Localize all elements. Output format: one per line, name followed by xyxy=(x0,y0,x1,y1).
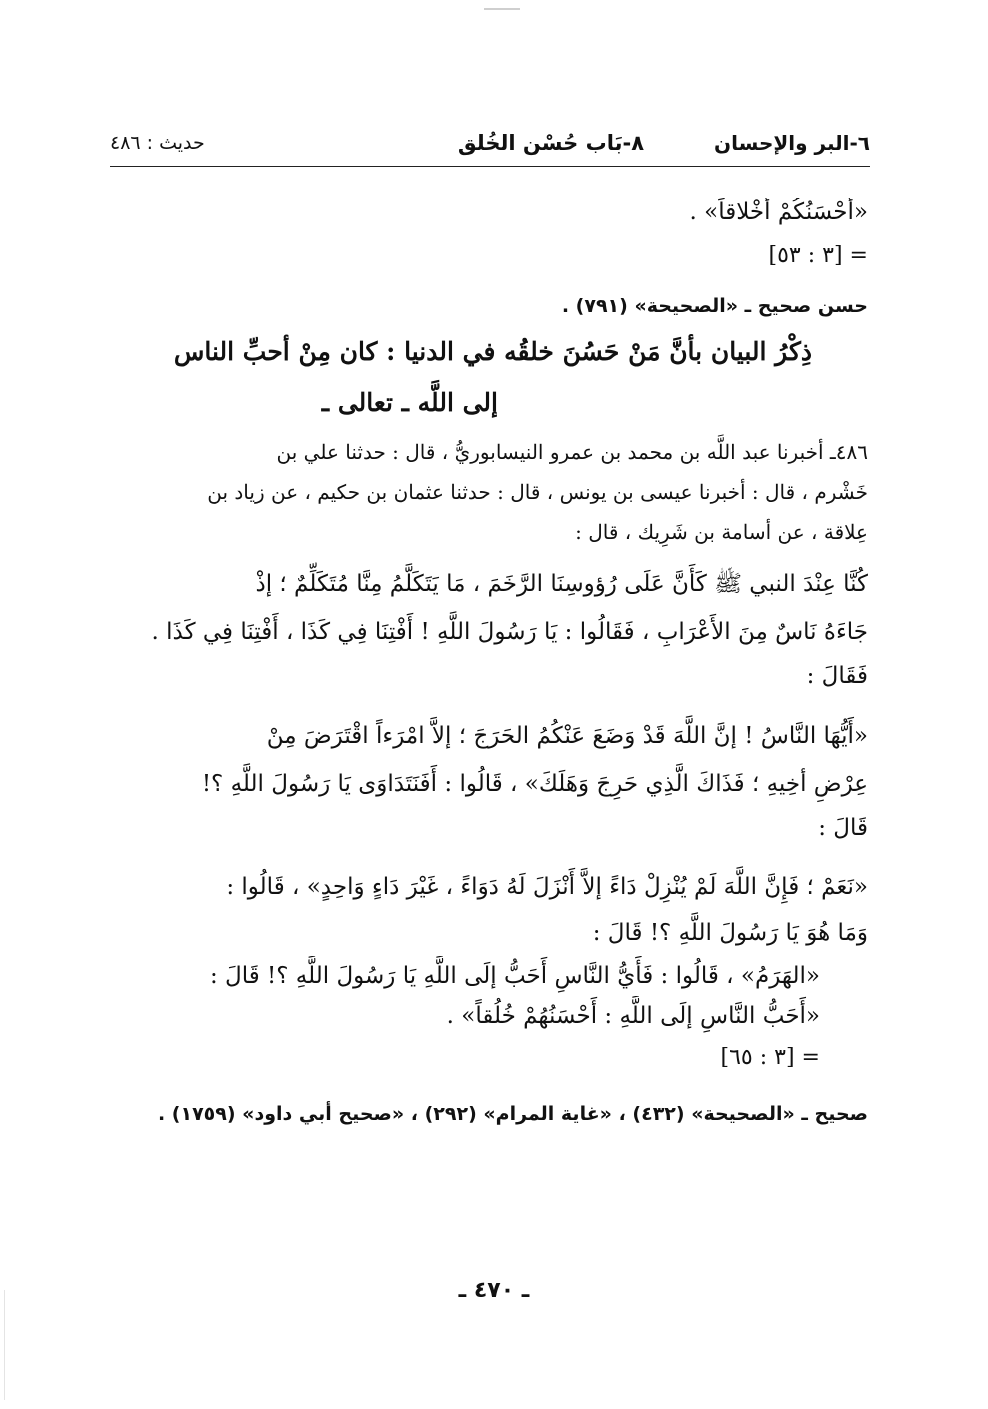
page-body xyxy=(112,198,868,1134)
prev-matn-end: «أَحْسَنُكُمْ أَخْلاقاً» . xyxy=(689,199,868,225)
bab-title: ٨-بَاب حُسْن الخُلق xyxy=(457,131,645,155)
grade: صحيح ـ «الصحيحة» (٤٣٢) ، «غاية المرام» (٢٩٢) ، «صحيح أبي داود» (١٧٥٩) . xyxy=(157,1103,868,1125)
matn-line: وَمَا هُوَ يَا رَسُولَ اللَّهِ ؟! قَالَ : xyxy=(592,920,868,946)
prev-reference: = [٣ : ٥٣] xyxy=(768,243,868,268)
page-number: ـ ٤٧٠ ـ xyxy=(458,1278,530,1303)
matn-line: قَالَ : xyxy=(818,815,868,841)
chapter-title: ٦-البر والإحسان xyxy=(714,131,870,155)
hadith-reference: حديث : ٤٨٦ xyxy=(110,132,205,154)
matn-line: فَقَالَ : xyxy=(806,663,868,689)
scan-edge xyxy=(4,1290,5,1400)
matn-line: «نَعَمْ ؛ فَإِنَّ اللَّهَ لَمْ يُنْزِلْ دَاءً إلاَّ أَنْزَلَ لَهُ دَوَاءً ، غَيْرَ دَاءٍ وَاحِدٍ» ، قَالُوا : xyxy=(226,874,868,900)
scan-mark xyxy=(484,8,520,10)
section-heading-line1: ذِكْرُ البيان بأنَّ مَنْ حَسُنَ خلقُه في الدنيا : كان مِنْ أحبِّ الناس xyxy=(173,337,812,366)
matn-line: «أَيُّهَا النَّاسُ ! إنَّ اللَّهَ قَدْ وَضَعَ عَنْكُمُ الحَرَجَ ؛ إلاَّ امْرَءاً اقْتَرَضَ مِنْ xyxy=(266,723,868,749)
isnad-line: عِلاقة ، عن أسامة بن شَرِيك ، قال : xyxy=(575,520,868,544)
reference: = [٣ : ٦٥] xyxy=(720,1045,820,1070)
matn-line: «الهَرَمُ» ، قَالُوا : فَأَيُّ النَّاسِ أَحَبُّ إلَى اللَّهِ يَا رَسُولَ اللَّهِ ؟! قَالَ : xyxy=(209,963,820,989)
matn-line: جَاءَهُ نَاسٌ مِنَ الأَعْرَابِ ، فَقَالُوا : يَا رَسُولَ اللَّهِ ! أَفْتِنَا فِي كَذَا ، أَفْتِنَا فِي كَذَا . xyxy=(151,619,868,645)
header-divider xyxy=(110,166,870,167)
isnad-line: ٤٨٦ـ أخبرنا عبد اللَّه بن محمد بن عمرو النيسابوريُّ ، قال : حدثنا علي بن xyxy=(276,440,868,464)
running-header xyxy=(110,125,870,161)
prev-grade: حسن صحيح ـ «الصحيحة» (٧٩١) . xyxy=(561,295,868,317)
header-titles xyxy=(458,131,870,155)
section-heading-line2: إلى اللَّه ـ تعالى ـ xyxy=(321,388,498,417)
matn-line: كُنَّا عِنْدَ النبي ﷺ كَأَنَّ عَلَى رُؤوسِنَا الرَّخَمَ ، مَا يَتَكَلَّمُ مِنَّا مُتَكَلِّمٌ ؛ إذْ xyxy=(255,571,868,597)
isnad-line: خَشْرم ، قال : أخبرنا عيسى بن يونس ، قال : حدثنا عثمان بن حكيم ، عن زياد بن xyxy=(207,480,868,504)
matn-line: «أَحَبُّ النَّاسِ إلَى اللَّهِ : أَحْسَنُهُمْ خُلُقاً» . xyxy=(446,1003,820,1029)
matn-line: عِرْضِ أخِيهِ ؛ فَذَاكَ الَّذِي حَرِجَ وَهَلَكَ» ، قَالُوا : أَفَنَتَدَاوَى يَا رَسُولَ اللَّهِ ؟! xyxy=(201,771,868,797)
